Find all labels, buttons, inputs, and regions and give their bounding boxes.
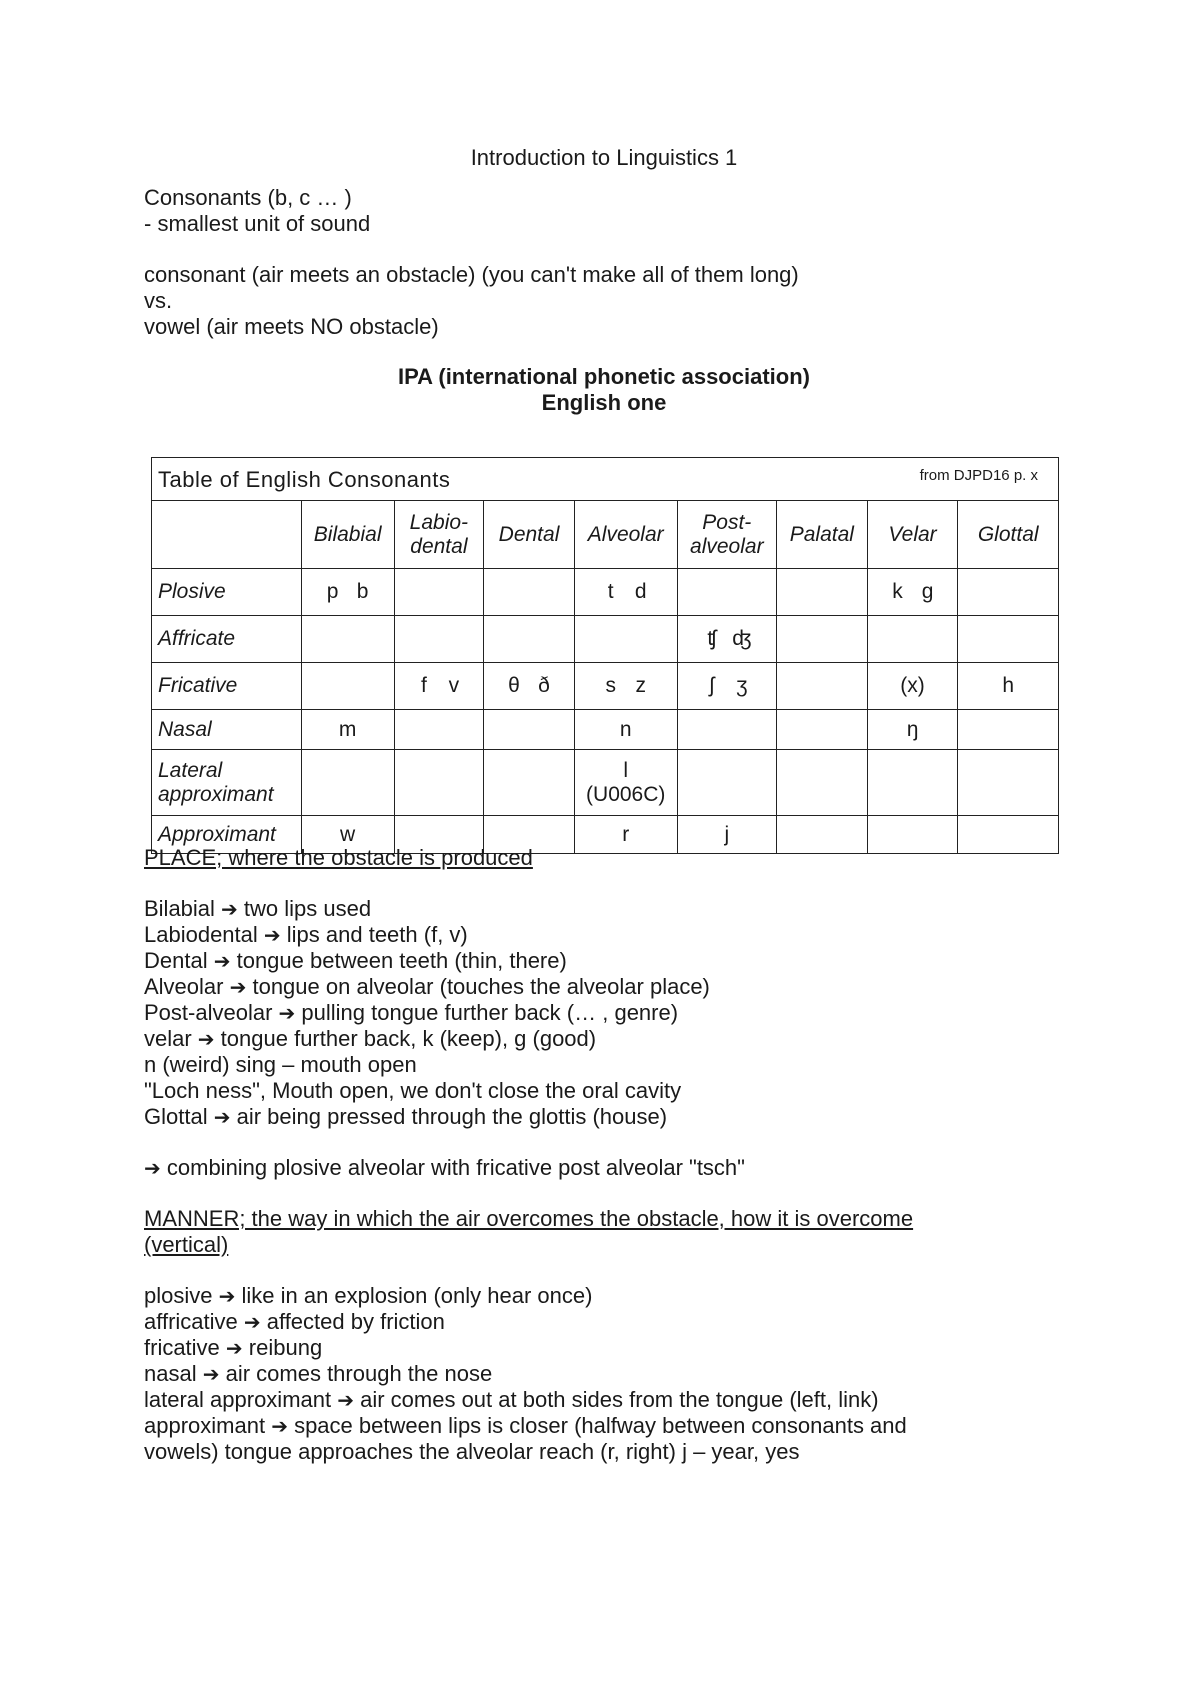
vs-text: vs. [144,288,173,313]
cell-nasal-bilabial: m [301,710,394,750]
arrow-icon: ➔ [243,1310,261,1334]
col-dental: Dental [484,501,575,569]
ipa-heading: IPA (international phonetic association) [398,364,810,389]
cell-lateral-alveolar: l (U006C) [574,750,677,816]
manner-item-nasal: nasal ➔ air comes through the nose [144,1361,493,1386]
place-item-glottal: Glottal ➔ air being pressed through the glottis (house) [144,1104,668,1129]
place-heading: PLACE; where the obstacle is produced [144,845,533,870]
cell-approximant-bilabial: w [301,816,394,854]
consonant-table [151,457,1059,854]
arrow-icon: ➔ [337,1388,354,1412]
arrow-icon: ➔ [202,1362,220,1386]
arrow-icon: ➔ [229,975,247,999]
arrow-icon: ➔ [144,1156,161,1180]
arrow-icon: ➔ [271,1414,288,1438]
col-alveolar: Alveolar [574,501,677,569]
row-label: Fricative [152,663,302,710]
manner-item-lateral: lateral approximant ➔ air comes out at both sides from the tongue (left, link) [144,1387,879,1412]
arrow-icon: ➔ [213,949,231,973]
row-plosive [152,569,1059,616]
row-fricative [152,663,1059,710]
manner-item-plosive: plosive ➔ like in an explosion (only hear once) [144,1283,593,1308]
row-label: Lateral approximant [152,750,302,816]
row-nasal [152,710,1059,750]
row-label: Approximant [152,816,302,854]
consonant-definition: consonant (air meets an obstacle) (you can't make all of them long) [144,262,799,287]
consonants-heading: Consonants (b, c … ) [144,185,352,210]
arrow-icon: ➔ [213,1105,231,1129]
manner-item-fricative: fricative ➔ reibung [144,1335,323,1360]
cell-fricative-postalveolar: ʃ ʒ [677,663,776,710]
vowel-definition: vowel (air meets NO obstacle) [144,314,439,339]
place-item-alveolar: Alveolar ➔ tongue on alveolar (touches the alveolar place) [144,974,710,999]
manner-heading: MANNER; the way in which the air overcomes the obstacle, how it is overcome [144,1206,914,1231]
place-item-velar: velar ➔ tongue further back, k (keep), g (good) [144,1026,597,1051]
cell-fricative-glottal: h [958,663,1059,710]
consonants-subline: - smallest unit of sound [144,211,371,236]
cell-fricative-velar: (x) [867,663,958,710]
arrow-icon: ➔ [221,897,238,921]
ipa-subheading: English one [541,390,667,415]
table-header-row [152,501,1059,569]
cell-approximant-postalveolar: j [677,816,776,854]
arrow-icon: ➔ [197,1027,215,1051]
row-label: Affricate [152,616,302,663]
col-bilabial: Bilabial [301,501,394,569]
table-title: Table of English Consonants [158,467,451,492]
arrow-icon: ➔ [218,1284,236,1308]
cell-approximant-alveolar: r [574,816,677,854]
place-item-dental: Dental ➔ tongue between teeth (thin, there) [144,948,567,973]
col-postalveolar: Post- alveolar [677,501,776,569]
cell-plosive-velar: k g [867,569,958,616]
manner-item-affricative: affricative ➔ affected by friction [144,1309,445,1334]
combining-note: ➔ combining plosive alveolar with fricative post alveolar "tsch" [144,1155,745,1180]
table-source: from DJPD16 p. x [919,467,1038,484]
cell-fricative-labiodental: f v [394,663,484,710]
row-label: Nasal [152,710,302,750]
arrow-icon: ➔ [263,923,281,947]
cell-fricative-alveolar: s z [574,663,677,710]
manner-item-approximant: approximant ➔ space between lips is closer (halfway between consonants and [144,1413,907,1438]
place-item-labiodental: Labiodental ➔ lips and teeth (f, v) [144,922,468,947]
col-labiodental: Labio- dental [394,501,484,569]
row-affricate [152,616,1059,663]
cell-nasal-alveolar: n [574,710,677,750]
manner-last-line: vowels) tongue approaches the alveolar reach (r, right) j – year, yes [144,1439,800,1464]
table-title-row [152,458,1059,501]
col-palatal: Palatal [777,501,868,569]
cell-nasal-velar: ŋ [867,710,958,750]
cell-plosive-bilabial: p b [301,569,394,616]
document-title: Introduction to Linguistics 1 [470,145,738,170]
cell-fricative-dental: θ ð [484,663,575,710]
cell-plosive-alveolar: t d [574,569,677,616]
place-line-n: n (weird) sing – mouth open [144,1052,417,1077]
empty-header-cell [152,501,302,569]
place-item-bilabial: Bilabial ➔ two lips used [144,896,372,921]
col-glottal: Glottal [958,501,1059,569]
manner-heading-cont: (vertical) [144,1232,229,1257]
col-velar: Velar [867,501,958,569]
place-item-postalveolar: Post-alveolar ➔ pulling tongue further back (… , genre) [144,1000,679,1025]
cell-affricate-postalveolar: ʧ ʤ [677,616,776,663]
arrow-icon: ➔ [225,1336,243,1360]
row-label: Plosive [152,569,302,616]
arrow-icon: ➔ [278,1001,296,1025]
row-lateral [152,750,1059,816]
place-line-loch: "Loch ness", Mouth open, we don't close the oral cavity [144,1078,682,1103]
